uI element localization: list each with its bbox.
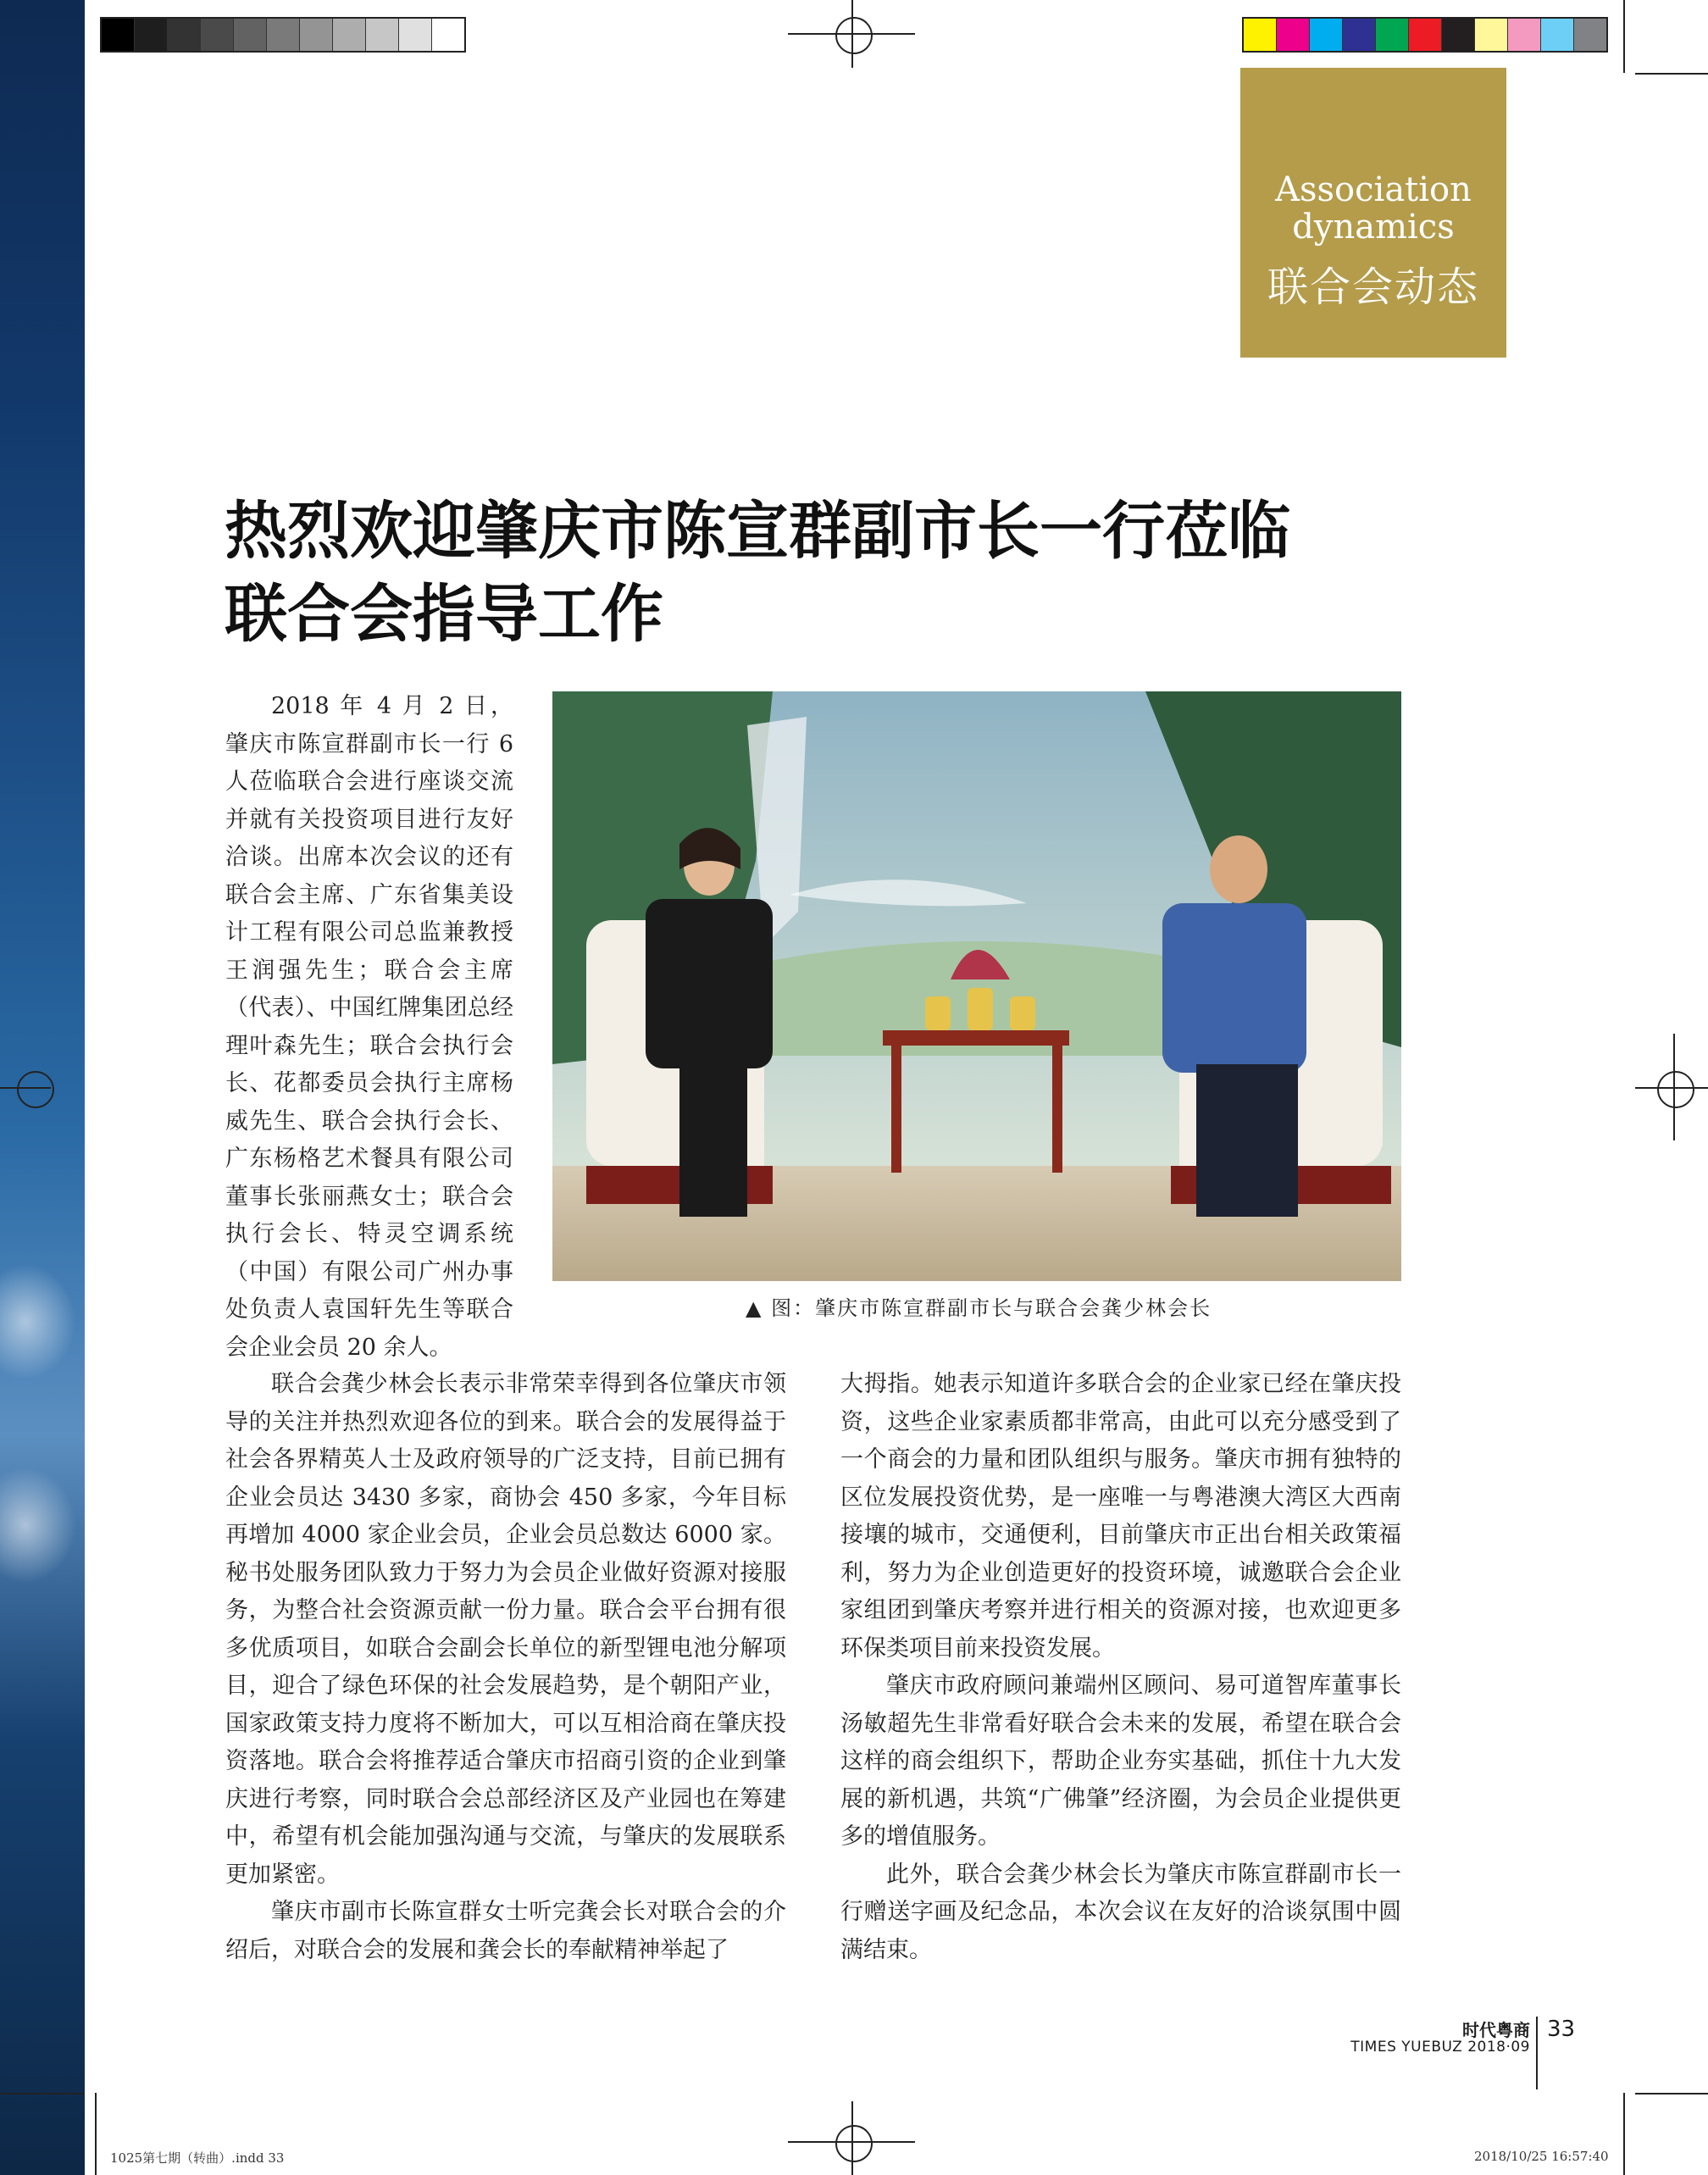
page-number: 33 bbox=[1547, 2017, 1576, 2042]
paragraph: 大拇指。她表示知道许多联合会的企业家已经在肇庆投资，这些企业家素质都非常高，由此可以充分感受到了一个商会的力量和团队组织与服务。肇庆市拥有独特的区位发展投资优势，是一座唯一与粤港澳大湾区大西南接壤的城市，交通便利，目前肇庆市正出台相关政策福利，努力为企业创造更好的投资环境，诚邀联合会企业家组团到肇庆考察并进行相关的资源对接，也欢迎更多环保类项目前来投资发展。 bbox=[840, 1371, 1401, 1662]
registration-mark bbox=[835, 2125, 873, 2162]
article-title: 热烈欢迎肇庆市陈宣群副市长一行莅临 联合会指导工作 bbox=[225, 495, 1290, 651]
registration-mark bbox=[835, 17, 873, 54]
grayscale-bar bbox=[100, 17, 466, 53]
body-column-right bbox=[840, 1366, 1401, 1969]
section-title-cn: 联合会动态 bbox=[1267, 264, 1479, 311]
magazine-issue: TIMES YUEBUZ 2018·09 bbox=[1350, 2039, 1530, 2056]
crop-mark bbox=[1623, 0, 1625, 73]
crop-mark bbox=[1673, 1034, 1675, 1140]
paragraph: 肇庆市副市长陈宣群女士听完龚会长对联合会的介绍后，对联合会的发展和龚会长的奉献精神举起了 bbox=[225, 1899, 786, 1963]
paragraph: 肇庆市政府顾问兼端州区顾问、易可道智库董事长汤敏超先生非常看好联合会未来的发展，希望在联合会这样的商会组织下，帮助企业夯实基础，抓住十九大发展的新机遇，共筑“广佛肇”经济圈，为会员企业提供更多的增值服务。 bbox=[840, 1673, 1401, 1850]
crop-mark bbox=[851, 0, 853, 68]
color-bar bbox=[1242, 17, 1608, 53]
intro-paragraph: 2018 年 4 月 2 日， 肇庆市陈宣群副市长一行 6 人莅临联合会进行座谈交流并就有关投资项目进行友好洽谈。出席本次会议的还有联合会主席、广东省集美设计工程有限公司总监兼教授王润强先生；联合会主席（代表）、中国红牌集团总经理叶森先生；联合会执行会长、花都委员会执行主席杨威先生、联合会执行会长、广东杨格艺术餐具有限公司董事长张丽燕女士；联合会执行会长、特灵空调系统（中国）有限公司广州办事处负责人袁国轩先生等联合会企业会员 20 余人。 bbox=[225, 693, 513, 1361]
paragraph: 此外，联合会龚少林会长为肇庆市陈宣群副市长一行赠送字画及纪念品，本次会议在友好的洽谈氛围中圆满结束。 bbox=[840, 1861, 1401, 1963]
crop-mark bbox=[0, 1087, 51, 1089]
crop-mark bbox=[1635, 1087, 1708, 1089]
paragraph: 联合会龚少林会长表示非常荣幸得到各位肇庆市领导的关注并热烈欢迎各位的到来。联合会的发展得益于社会各界精英人士及政府领导的广泛支持，目前已拥有企业会员达 3430 多家，商协会 450 多家，今年目标再增加 4000 家企业会员，企业会员总数达 6000 家。秘书处服务团队致力于努力为会员企业做好资源对接服务，为整合社会资源贡献一份力量。联合会平台拥有很多优质项目，如联合会副会长单位的新型锂电池分解项目，迎合了绿色环保的社会发展趋势，是个朝阳产业，国家政策支持力度将不断加大，可以互相洽商在肇庆投资落地。联合会将推荐适合肇庆市招商引资的企业到肇庆进行考察，同时联合会总部经济区及产业园也在筹建中，希望有机会能加强沟通与交流，与肇庆的发展联系更加紧密。 bbox=[225, 1371, 786, 1888]
magazine-name: 时代粤商 bbox=[1462, 2020, 1530, 2040]
footer-divider bbox=[1536, 2017, 1538, 2089]
file-name: 1025第七期（转曲）.indd 33 bbox=[110, 2150, 285, 2166]
section-header-box bbox=[1240, 68, 1506, 358]
crop-mark bbox=[0, 2093, 85, 2095]
crop-mark bbox=[1623, 2093, 1625, 2175]
crop-mark bbox=[1635, 73, 1708, 75]
crop-mark bbox=[95, 2093, 97, 2175]
file-timestamp: 2018/10/25 16:57:40 bbox=[1474, 2149, 1609, 2164]
meeting-photo bbox=[552, 691, 1401, 1281]
body-column-left bbox=[225, 1366, 786, 1969]
crop-mark bbox=[851, 2101, 853, 2175]
crop-mark bbox=[1635, 2093, 1708, 2095]
registration-mark bbox=[17, 1071, 54, 1108]
registration-mark bbox=[1657, 1071, 1694, 1108]
photo-caption: ▲ 图：肇庆市陈宣群副市长与联合会龚少林会长 bbox=[746, 1296, 1212, 1320]
section-title-en: Association dynamics bbox=[1275, 170, 1472, 247]
